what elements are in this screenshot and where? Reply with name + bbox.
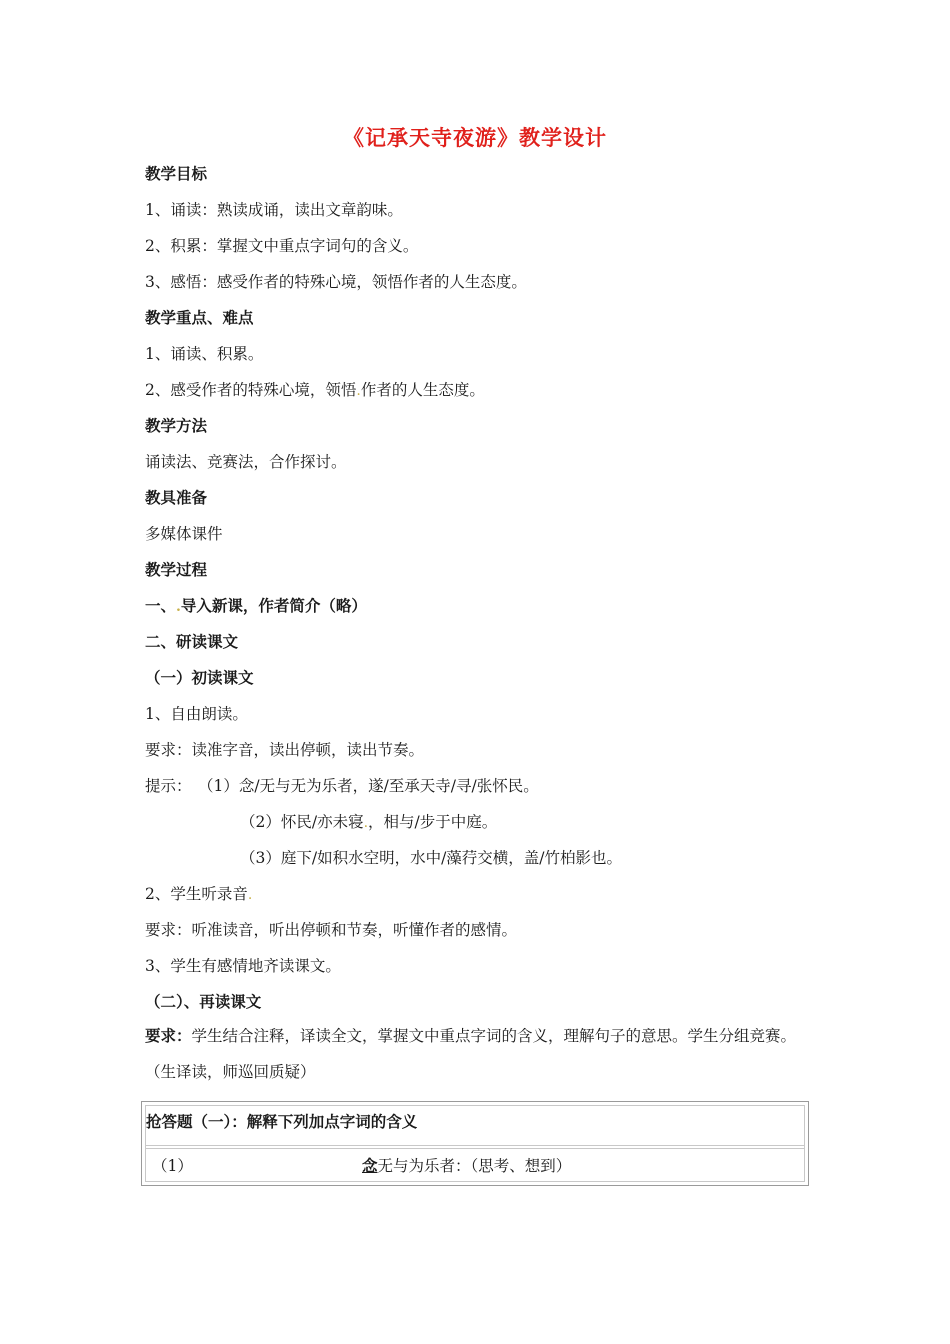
process-requirement: 要求：听准读音，听出停顿和节奏，听懂作者的感情。 [145,921,518,939]
goals-heading: 教学目标 [145,164,208,183]
process-heading: 教学过程 [145,560,208,579]
hint-label: 提示： [145,777,192,795]
hint-item: （2）怀民/亦未寝.，相与/步于中庭。 [240,813,498,831]
tools-heading: 教具准备 [145,488,208,507]
goal-item: 1、诵读：熟读成诵，读出文章韵味。 [145,201,403,219]
quiz-table [141,1101,809,1186]
tools-text: 多媒体课件 [145,525,223,543]
process-subheading: （一）初读课文 [145,668,254,687]
quiz-item-number: （1） [152,1157,193,1175]
process-requirement: 要求：读准字音，读出停顿，读出节奏。 [145,741,425,759]
quiz-keyword: 念 [362,1156,378,1175]
quiz-heading: 抢答题（一）：解释下列加点字词的含义 [146,1112,418,1131]
goal-item: 2、积累：掌握文中重点字词句的含义。 [145,237,419,255]
keypoints-heading: 教学重点、难点 [145,308,254,327]
hint-item: （3）庭下/如积水空明，水中/藻荇交横，盖/竹柏影也。 [240,849,623,867]
method-text: 诵读法、竞赛法，合作探讨。 [145,453,347,471]
process-step: 一、.导入新课，作者简介（略） [145,596,367,615]
process-step: 二、研读课文 [145,632,239,651]
process-item: 1、自由朗读。 [145,705,248,723]
hint-item: （1）念/无与无为乐者，遂/至承天寺/寻/张怀民。 [198,777,539,795]
quiz-item: 念无与为乐者：（思考、想到） [362,1156,572,1175]
keypoint-item: 1、诵读、积累。 [145,345,264,363]
process-item: 3、学生有感情地齐读课文。 [145,957,341,975]
process-item: 2、学生听录音. [145,885,253,903]
document-title: 《记承天寺夜游》教学设计 [343,125,607,150]
method-heading: 教学方法 [145,416,208,435]
keypoint-item: 2、感受作者的特殊心境，领悟.作者的人生态度。 [145,381,485,399]
goal-item: 3、感悟：感受作者的特殊心境，领悟作者的人生态度。 [145,273,527,291]
process-requirement-long: 要求：学生结合注释，译读全文，掌握文中重点字词的含义，理解句子的意思。学生分组竞赛。（生译读，师巡回质疑） [145,1026,797,1081]
process-subheading: （二）、再读课文 [145,992,262,1011]
